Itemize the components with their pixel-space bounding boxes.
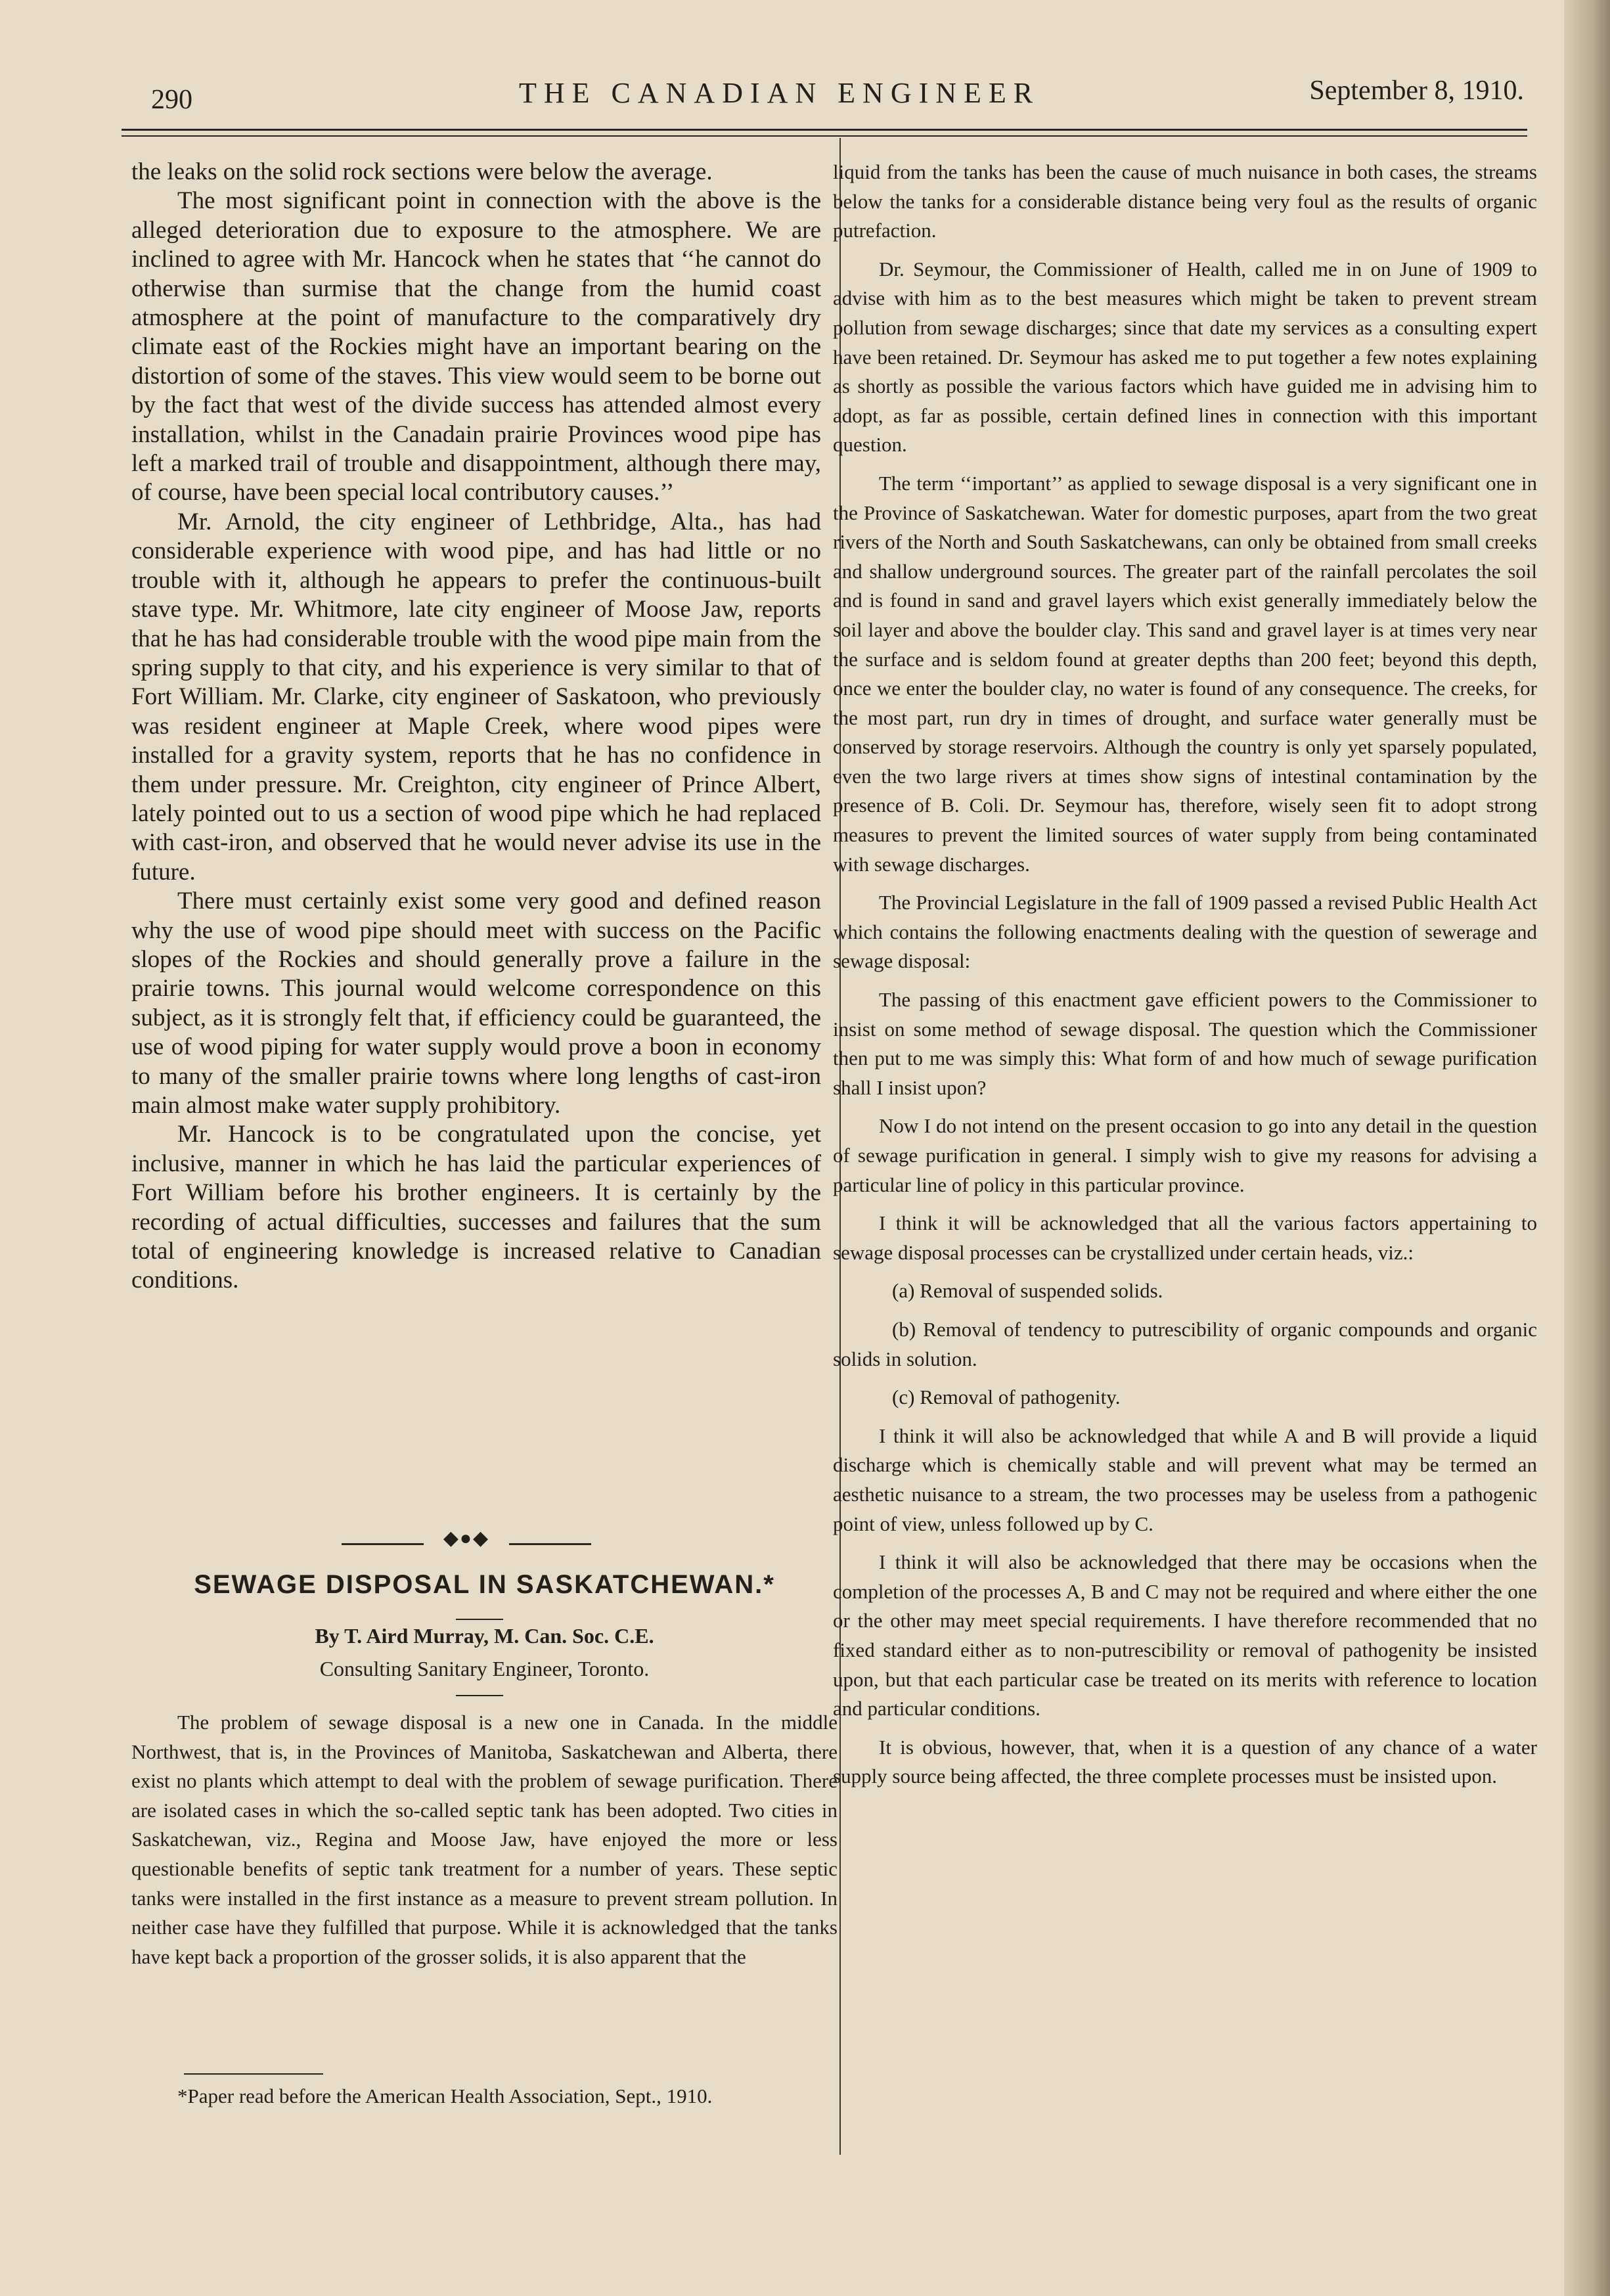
footnote: *Paper read before the American Health Association, Sept., 1910. — [177, 2084, 713, 2107]
page-header — [151, 72, 1524, 118]
list-item: (c) Removal of pathogenity. — [892, 1385, 1121, 1409]
page-edge-shadow — [1564, 0, 1610, 2296]
paragraph: I think it will also be acknowledged that while A and B will provide a liquid discharge which is chemically stable and will prevent what may be termed an aesthetic nuisance to a stream, the two processes may be useless from a pathogenic point of view, unless followed up by C. — [833, 1424, 1537, 1535]
paragraph: There must certainly exist some very good and defined reason why the use of wood pipe should meet with success on the Pacific slopes of the Rockies and should generally prove a failure in the prairie towns. This journal would welcome correspondence on this subject, as it is strongly felt that, if efficiency could be guaranteed, the use of wood piping for water supply would prove a boon in economy to many of the smaller prairie towns where long lengths of cast-iron main almost make water supply prohibitory. — [131, 888, 821, 1119]
article-title: SEWAGE DISPOSAL IN SASKATCHEWAN.* — [194, 1570, 775, 1599]
right-column-article — [833, 158, 1537, 1791]
paragraph: The term ‘‘important’’ as applied to sewage disposal is a very significant one in the Province of Saskatchewan. Water for domestic purposes, apart from the two great rivers of the North and South Saskatchewans, can only be obtained from small creeks and shallow underground sources. The greater part of the rainfall percolates the soil and is found in sand and gravel layers which exist generally immediately below the soil layer and above the boulder clay. This sand and gravel layer is at times very near the surface and is seldom found at greater depths than 200 feet; beyond this depth, once we enter the boulder clay, no water is found of any consequence. The creeks, for the most part, run dry in times of drought, and surface water generally must be conserved by storage reservoirs. Although the country is only yet sparsely populated, even the two large rivers at times show signs of intestinal contamination by the presence of B. Coli. Dr. Seymour has, therefore, wisely seen fit to adopt strong measures to prevent the limited sources of water supply from being contaminated with sewage discharges. — [833, 471, 1537, 876]
paragraph: The most significant point in connection with the above is the alleged deterioration due to exposure to the atmosphere. We are inclined to agree with Mr. Hancock when he states that ‘‘he cannot do otherwise than surmise that the change from the humid coast atmosphere at the point of manufacture to the comparatively dry climate east of the Rockies might have an important bearing on the distortion of some of the staves. This view would seem to be borne out by the fact that west of the divide success has attended almost every installation, whilst in the Canadain prairie Provinces wood pipe has left a marked trail of trouble and disappointment, although there may, of course, have been special local contributory causes.’’ — [131, 187, 821, 506]
header-rule-top — [122, 129, 1527, 131]
paragraph: The problem of sewage disposal is a new one in Canada. In the middle Northwest, that is, in the Provinces of Manitoba, Saskatchewan and Alberta, there exist no plants which attempt to deal with the problem of sewage purification. There are isolated cases in which the so-called septic tank has been adopted. Two cities in Saskatchewan, viz., Regina and Moose Jaw, have enjoyed the more or less questionable benefits of septic tank treatment for a number of years. These septic tanks were installed in the first instance as a measure to prevent stream pollution. In neither case have they fulfilled that purpose. While it is acknowledged that the tanks have kept back a proportion of the grosser solids, it is also apparent that the — [131, 1711, 838, 1968]
paragraph: The Provincial Legislature in the fall of 1909 passed a revised Public Health Act which contains the following enactments dealing with the question of sewerage and sewage disposal: — [833, 891, 1537, 973]
paragraph: Now I do not intend on the present occasion to go into any detail in the question of sewage purification in general. I simply wish to give my reasons for advising a particular line of policy in this particular province. — [833, 1114, 1537, 1196]
paragraph: the leaks on the solid rock sections were below the average. — [131, 158, 713, 185]
paragraph: Mr. Hancock is to be congratulated upon the concise, yet inclusive, manner in which he has laid the particular experiences of Fort William before his brother engineers. It is certainly by the recording of actual difficulties, successes and failures that the sum total of engineering knowledge is increased relative to Canadian conditions. — [131, 1121, 821, 1294]
section-ornament: ◆●◆ — [342, 1537, 591, 1550]
list-item: (b) Removal of tendency to putrescibility of organic compounds and organic solids in solution. — [833, 1317, 1537, 1370]
paragraph: The passing of this enactment gave efficient powers to the Commissioner to insist on some method of sewage disposal. The question which the Commissioner then put to me was simply this: What form of and how much of sewage purification shall I insist upon? — [833, 988, 1537, 1099]
author-affiliation: Consulting Sanitary Engineer, Toronto. — [319, 1657, 650, 1680]
journal-title: THE CANADIAN ENGINEER — [519, 77, 1040, 109]
article-intro — [131, 1708, 838, 1971]
list-item: (a) Removal of suspended solids. — [892, 1279, 1163, 1303]
paragraph: I think it will be acknowledged that all the various factors appertaining to sewage disposal processes can be crystallized under certain heads, viz.: — [833, 1211, 1537, 1264]
paragraph: I think it will also be acknowledged that there may be occasions when the completion of the processes A, B and C may not be required and where either the one or the other may meet special requirements. I have therefore recommended that no fixed standard either as to non-putrescibility or removal of pathogenity be insisted upon, but that each particular case be treated on its merits with reference to location and particular conditions. — [833, 1550, 1537, 1721]
byline-rule — [456, 1695, 503, 1696]
paragraph: liquid from the tanks has been the cause of much nuisance in both cases, the streams below the tanks for a considerable distance being very foul as the results of organic putrefaction. — [833, 160, 1537, 242]
title-rule — [456, 1619, 503, 1620]
header-rule-bottom — [122, 135, 1527, 137]
paragraph: Mr. Arnold, the city engineer of Lethbridge, Alta., has had considerable experience with wood pipe, and has had little or no trouble with it, although he appears to prefer the continuous-built stave type. Mr. Whitmore, late city engineer of Moose Jaw, reports that he has had considerable trouble with the wood pipe main from the spring supply to that city, and his experience is very similar to that of Fort William. Mr. Clarke, city engineer of Saskatoon, who previously was resident engineer at Maple Creek, where wood pipes were installed for a gravity system, reports that he has no confidence in them under pressure. Mr. Creighton, city engineer of Prince Albert, lately pointed out to us a section of wood pipe which he had replaced with cast-iron, and observed that he would never advise its use in the future. — [131, 508, 821, 886]
paragraph: Dr. Seymour, the Commissioner of Health, called me in on June of 1909 to advise with him as to the best measures which might be taken to prevent stream pollution from sewage discharges; since that date my services as a consulting expert have been retained. Dr. Seymour has asked me to put together a few notes explaining as shortly as possible the various factors which have guided me in advising him to adopt, as far as possible, certain defined lines in connection with this important question. — [833, 257, 1537, 457]
article-byline: By T. Aird Murray, M. Can. Soc. C.E. — [315, 1624, 654, 1648]
page-number: 290 — [151, 85, 192, 115]
left-column-editorial — [131, 158, 821, 1295]
footnote-rule — [184, 2073, 323, 2075]
paragraph: It is obvious, however, that, when it is a question of any chance of a water supply source being affected, the three complete processes must be insisted upon. — [833, 1735, 1537, 1788]
issue-date: September 8, 1910. — [1309, 76, 1524, 106]
